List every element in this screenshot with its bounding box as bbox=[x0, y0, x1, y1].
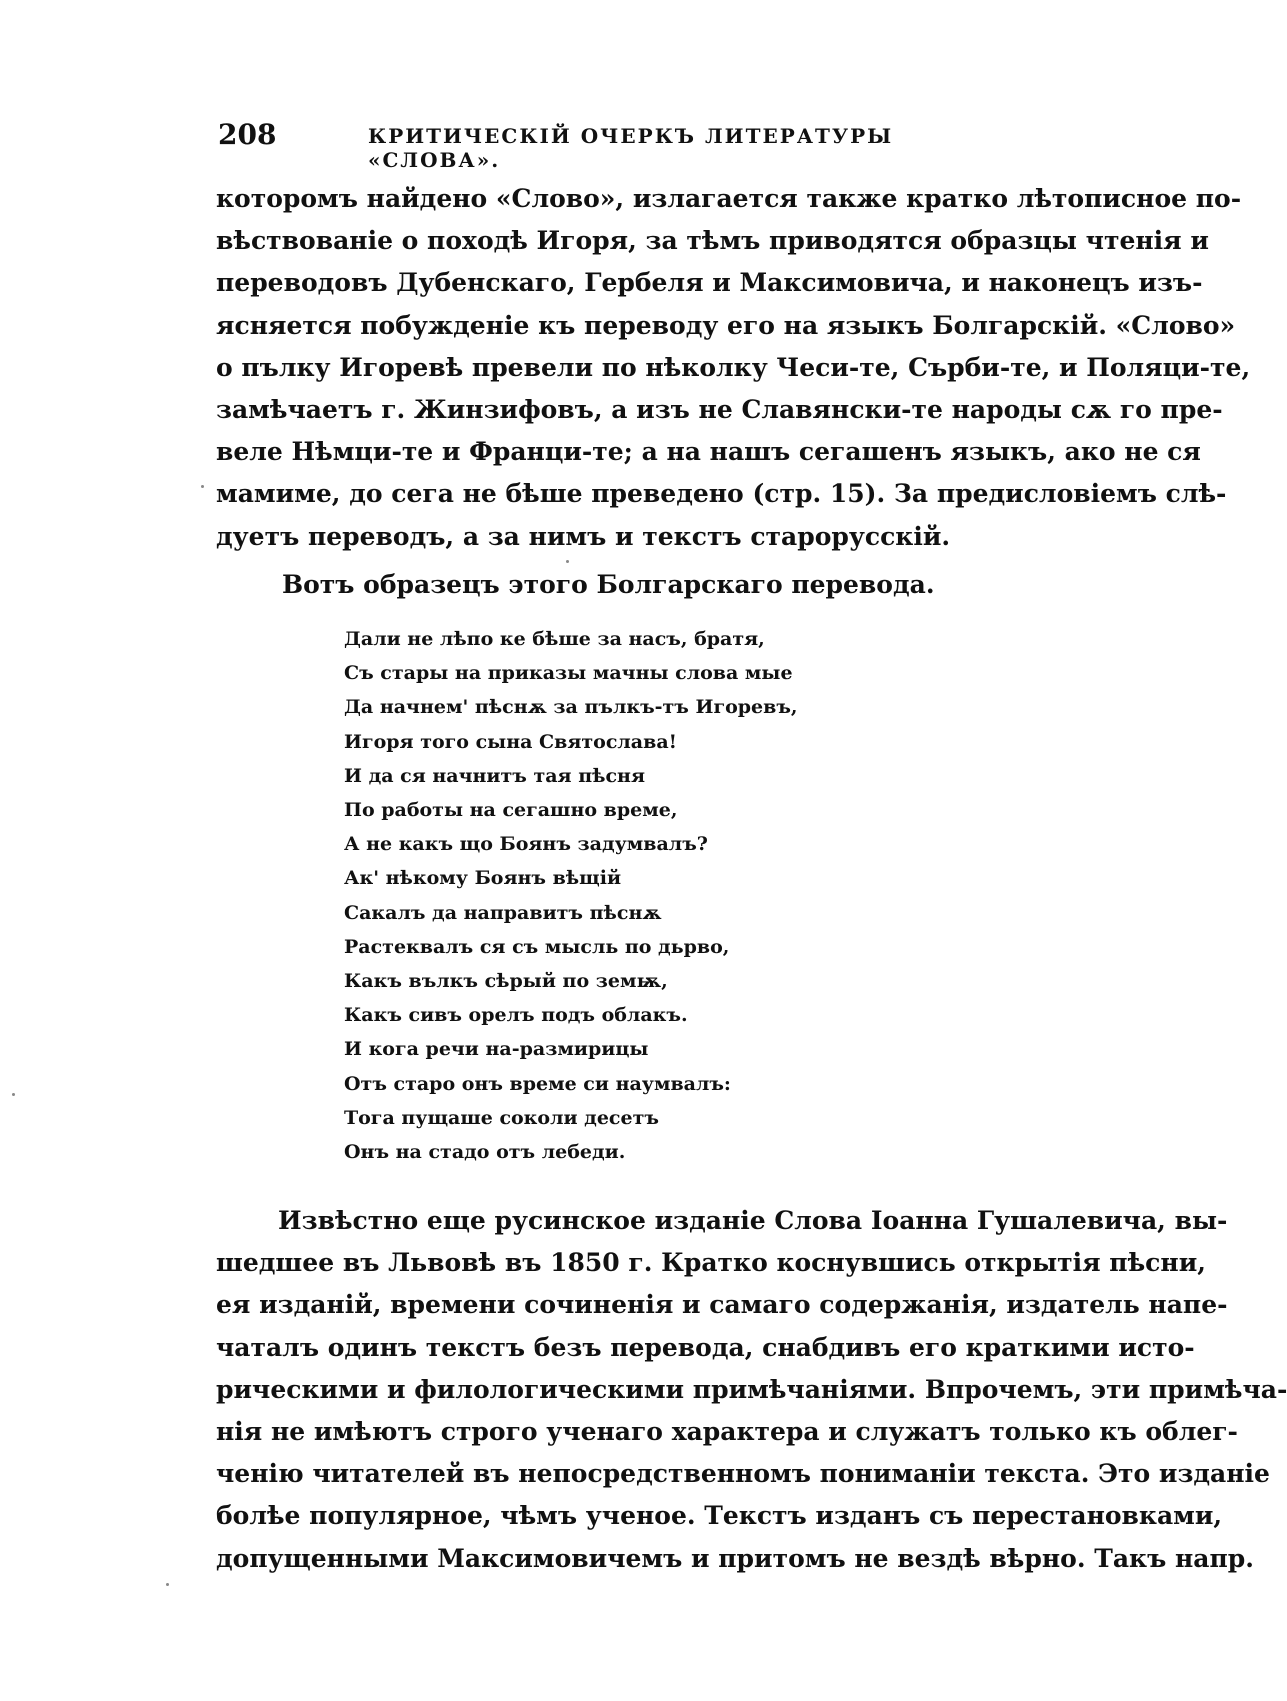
poem-line: Растеквалъ ся съ мысль по дьрво, bbox=[344, 935, 730, 958]
poem-line: Дали не лѣпо ке бѣше за насъ, братя, bbox=[344, 628, 765, 650]
text-line: дуетъ переводъ, а за нимъ и текстъ старорусскій. bbox=[216, 521, 951, 551]
poem-line: Ак' нѣкому Боянъ вѣщій bbox=[344, 867, 622, 890]
text-line: которомъ найдено «Слово», излагается также кратко лѣтописное по- bbox=[216, 184, 1242, 213]
poem-line: А не какъ що Боянъ задумвалъ? bbox=[344, 833, 708, 856]
poem-line: И кога речи на-размирицы bbox=[344, 1038, 649, 1061]
poem-line: Игоря того сына Святослава! bbox=[344, 730, 677, 753]
paragraph-2 bbox=[216, 1200, 1287, 1580]
page-number: 208 bbox=[218, 118, 277, 151]
poem-excerpt bbox=[344, 622, 864, 1169]
scan-speck bbox=[566, 560, 569, 563]
poem-line: Отъ старо онъ време си наумвалъ: bbox=[344, 1072, 731, 1095]
text-line: о пълку Игоревѣ превели по нѣколку Чеси-те, Сърби-те, и Поляци-те, bbox=[216, 352, 1251, 382]
text-line: замѣчаетъ г. Жинзифовъ, а изъ не Славянски-те народы сѫ го пре- bbox=[216, 395, 1223, 425]
text-line: чаталъ одинъ текстъ безъ перевода, снабдивъ его краткими исто- bbox=[216, 1332, 1195, 1362]
text-line: болѣе популярное, чѣмъ ученое. Текстъ изданъ съ перестановками, bbox=[216, 1501, 1223, 1531]
poem-line: Тога пущаше соколи десетъ bbox=[344, 1106, 659, 1129]
text-line: Извѣстно еще русинское изданіе Слова Іоанна Гушалевича, вы- bbox=[278, 1206, 1228, 1235]
text-line: ченію читателей въ непосредственномъ пониманіи текста. Это изданіе bbox=[216, 1459, 1270, 1489]
text-line: вѣствованіе о походѣ Игоря, за тѣмъ приводятся образцы чтенія и bbox=[216, 226, 1209, 256]
poem-line: Какъ вълкъ сѣрый по земѭ, bbox=[344, 970, 668, 993]
text-line: переводовъ Дубенскаго, Гербеля и Максимовича, и наконецъ изъ- bbox=[216, 268, 1203, 298]
poem-line: Онъ на стадо отъ лебеди. bbox=[344, 1141, 626, 1164]
running-head bbox=[218, 118, 938, 172]
text-line: ясняется побужденіе къ переводу его на языкъ Болгарскій. «Слово» bbox=[216, 310, 1236, 340]
text-line: рическими и филологическими примѣчаніями. Впрочемъ, эти примѣча- bbox=[216, 1374, 1287, 1404]
text-line: нія не имѣютъ строго ученаго характера и служатъ только къ облег- bbox=[216, 1417, 1238, 1447]
poem-intro: Вотъ образецъ этого Болгарскаго перевода. bbox=[282, 570, 935, 599]
text-line: шедшее въ Львовѣ въ 1850 г. Кратко коснувшись открытія пѣсни, bbox=[216, 1248, 1206, 1278]
scan-speck bbox=[12, 1093, 15, 1096]
scan-speck bbox=[166, 1583, 169, 1586]
poem-line: Съ стары на приказы мачны слова мые bbox=[344, 662, 793, 685]
text-line: мамиме, до сега не бѣше преведено (стр. 15). За предисловіемъ слѣ- bbox=[216, 479, 1227, 509]
poem-line: Какъ сивъ орелъ подъ облакъ. bbox=[344, 1004, 688, 1027]
text-line: веле Нѣмци-те и Франци-те; а на нашъ сегашенъ языкъ, ако не ся bbox=[216, 437, 1201, 467]
poem-line: Да начнем' пѣснѫ за пълкъ-тъ Игоревъ, bbox=[344, 696, 798, 719]
scan-speck bbox=[201, 485, 204, 488]
poem-line: И да ся начнитъ тая пѣсня bbox=[344, 764, 645, 787]
poem-line: По работы на сегашно време, bbox=[344, 799, 678, 822]
paragraph-1 bbox=[216, 178, 1251, 558]
text-line: ея изданій, времени сочиненія и самаго содержанія, издатель напе- bbox=[216, 1290, 1228, 1320]
text-line: допущенными Максимовичемъ и притомъ не вездѣ вѣрно. Такъ напр. bbox=[216, 1543, 1254, 1573]
poem-line: Сакалъ да направитъ пѣснѫ bbox=[344, 901, 662, 924]
running-title: КРИТИЧЕСКІЙ ОЧЕРКЪ ЛИТЕРАТУРЫ «СЛОВА». bbox=[368, 124, 894, 172]
